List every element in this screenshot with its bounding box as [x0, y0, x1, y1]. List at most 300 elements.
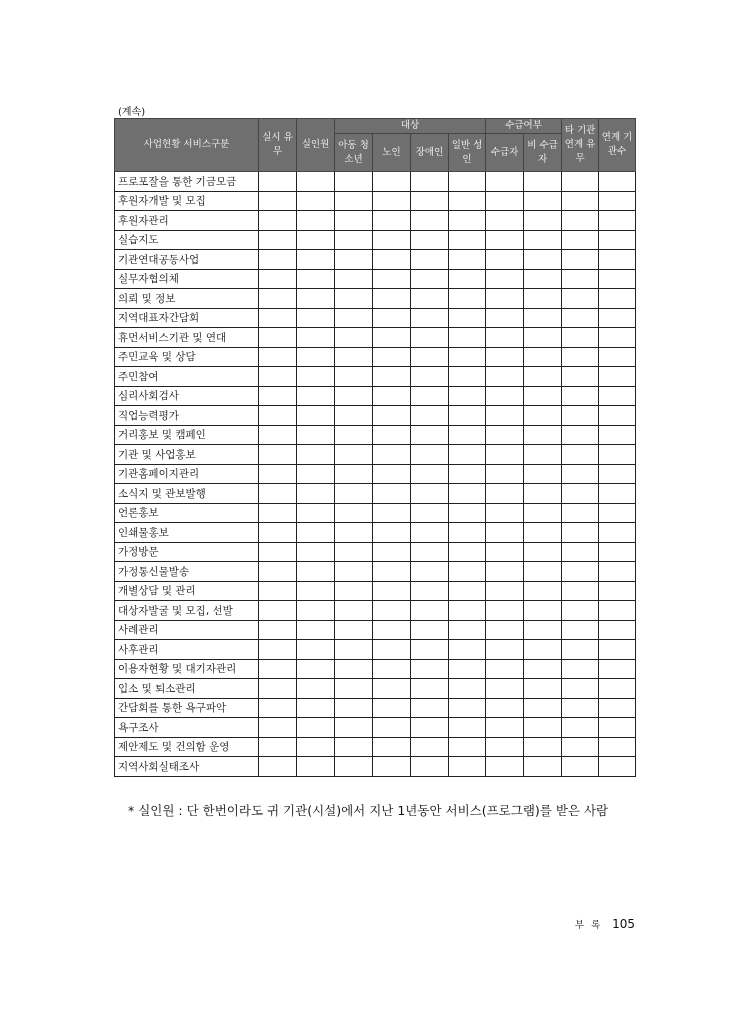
table-cell — [335, 269, 373, 289]
row-label: 인쇄물홍보 — [115, 523, 259, 543]
table-cell — [259, 172, 297, 192]
table-cell — [297, 172, 335, 192]
table-cell — [449, 464, 486, 484]
table-row — [115, 484, 636, 504]
table-cell — [297, 659, 335, 679]
table-cell — [335, 250, 373, 270]
table-cell — [411, 211, 449, 231]
table-cell — [562, 406, 599, 426]
table-cell — [259, 250, 297, 270]
table-cell — [562, 328, 599, 348]
table-cell — [373, 347, 411, 367]
table-cell — [411, 328, 449, 348]
table-cell — [411, 523, 449, 543]
table-cell — [411, 542, 449, 562]
table-cell — [599, 347, 636, 367]
table-cell — [335, 230, 373, 250]
table-cell — [297, 308, 335, 328]
header-benefit-recipient: 수급자 — [486, 134, 524, 172]
table-cell — [259, 620, 297, 640]
table-cell — [297, 503, 335, 523]
table-cell — [449, 269, 486, 289]
table-cell — [562, 269, 599, 289]
table-cell — [411, 386, 449, 406]
table-cell — [373, 523, 411, 543]
table-cell — [599, 211, 636, 231]
row-label: 휴먼서비스기관 및 연대 — [115, 328, 259, 348]
table-cell — [259, 191, 297, 211]
table-cell — [449, 659, 486, 679]
table-cell — [599, 191, 636, 211]
table-cell — [335, 406, 373, 426]
row-label: 입소 및 퇴소관리 — [115, 679, 259, 699]
table-cell — [259, 269, 297, 289]
table-cell — [335, 581, 373, 601]
table-cell — [259, 542, 297, 562]
table-cell — [335, 464, 373, 484]
table-cell — [259, 211, 297, 231]
table-cell — [297, 367, 335, 387]
header-other-link: 타 기관 연계 유무 — [562, 119, 599, 172]
table-cell — [297, 386, 335, 406]
table-cell — [335, 640, 373, 660]
table-row — [115, 308, 636, 328]
table-cell — [524, 367, 562, 387]
table-row — [115, 406, 636, 426]
table-cell — [411, 503, 449, 523]
table-cell — [411, 659, 449, 679]
table-cell — [373, 562, 411, 582]
table-cell — [259, 601, 297, 621]
table-cell — [373, 230, 411, 250]
table-cell — [486, 289, 524, 309]
table-cell — [486, 640, 524, 660]
table-cell — [486, 308, 524, 328]
table-cell — [411, 367, 449, 387]
table-row — [115, 386, 636, 406]
table-cell — [449, 406, 486, 426]
table-cell — [486, 620, 524, 640]
table-row — [115, 367, 636, 387]
row-label: 이용자현황 및 대기자관리 — [115, 659, 259, 679]
table-cell — [562, 347, 599, 367]
table-cell — [449, 172, 486, 192]
table-row — [115, 445, 636, 465]
table-row — [115, 679, 636, 699]
table-cell — [335, 523, 373, 543]
table-cell — [599, 289, 636, 309]
table-cell — [562, 679, 599, 699]
table-cell — [335, 211, 373, 231]
row-label: 기관연대공동사업 — [115, 250, 259, 270]
table-cell — [259, 328, 297, 348]
table-cell — [373, 503, 411, 523]
table-cell — [335, 425, 373, 445]
table-cell — [486, 484, 524, 504]
table-cell — [449, 230, 486, 250]
table-row — [115, 659, 636, 679]
table-cell — [411, 172, 449, 192]
table-cell — [411, 347, 449, 367]
footer-section-label: 부 록 — [574, 920, 603, 931]
table-cell — [411, 601, 449, 621]
row-label: 지역대표자간담회 — [115, 308, 259, 328]
table-row — [115, 328, 636, 348]
table-cell — [524, 757, 562, 777]
row-label: 기관 및 사업홍보 — [115, 445, 259, 465]
table-cell — [297, 406, 335, 426]
table-cell — [524, 484, 562, 504]
table-cell — [411, 308, 449, 328]
continued-label: (계속) — [118, 107, 146, 118]
table-cell — [562, 230, 599, 250]
table-cell — [562, 542, 599, 562]
table-cell — [599, 406, 636, 426]
table-cell — [335, 757, 373, 777]
table-cell — [486, 737, 524, 757]
table-cell — [562, 757, 599, 777]
table-row — [115, 464, 636, 484]
table-cell — [411, 562, 449, 582]
table-cell — [524, 640, 562, 660]
table-cell — [373, 601, 411, 621]
table-cell — [259, 289, 297, 309]
table-cell — [599, 367, 636, 387]
table-cell — [259, 523, 297, 543]
table-cell — [524, 425, 562, 445]
table-cell — [449, 367, 486, 387]
table-cell — [562, 386, 599, 406]
table-cell — [335, 289, 373, 309]
table-cell — [297, 601, 335, 621]
row-label: 후원자관리 — [115, 211, 259, 231]
table-cell — [486, 250, 524, 270]
table-cell — [335, 445, 373, 465]
table-cell — [297, 562, 335, 582]
table-cell — [297, 269, 335, 289]
table-cell — [486, 523, 524, 543]
table-cell — [411, 289, 449, 309]
table-cell — [449, 211, 486, 231]
table-cell — [599, 484, 636, 504]
table-cell — [599, 718, 636, 738]
table-cell — [599, 269, 636, 289]
table-cell — [297, 250, 335, 270]
table-row — [115, 698, 636, 718]
table-cell — [335, 386, 373, 406]
table-cell — [562, 698, 599, 718]
table-cell — [449, 640, 486, 660]
table-cell — [599, 328, 636, 348]
table-cell — [599, 640, 636, 660]
table-cell — [259, 659, 297, 679]
table-cell — [373, 211, 411, 231]
table-cell — [562, 464, 599, 484]
table-cell — [449, 601, 486, 621]
table-cell — [449, 308, 486, 328]
table-cell — [524, 347, 562, 367]
table-cell — [486, 503, 524, 523]
table-cell — [562, 367, 599, 387]
table-cell — [335, 503, 373, 523]
table-row — [115, 581, 636, 601]
table-cell — [486, 406, 524, 426]
table-cell — [335, 542, 373, 562]
page-footer — [575, 917, 635, 931]
table-cell — [297, 484, 335, 504]
table-cell — [486, 464, 524, 484]
table-cell — [259, 737, 297, 757]
table-row — [115, 503, 636, 523]
row-label: 간담회를 통한 욕구파악 — [115, 698, 259, 718]
table-cell — [297, 328, 335, 348]
table-cell — [524, 581, 562, 601]
table-cell — [297, 581, 335, 601]
table-cell — [486, 347, 524, 367]
row-label: 거리홍보 및 캠페인 — [115, 425, 259, 445]
table-cell — [373, 406, 411, 426]
table-cell — [373, 757, 411, 777]
table-row — [115, 425, 636, 445]
table-cell — [449, 250, 486, 270]
table-row — [115, 211, 636, 231]
table-cell — [259, 640, 297, 660]
table-cell — [524, 659, 562, 679]
table-cell — [449, 542, 486, 562]
table-cell — [259, 445, 297, 465]
table-cell — [449, 737, 486, 757]
table-cell — [486, 386, 524, 406]
table-cell — [599, 659, 636, 679]
table-cell — [259, 386, 297, 406]
table-cell — [259, 425, 297, 445]
table-cell — [599, 464, 636, 484]
table-cell — [373, 737, 411, 757]
table-cell — [449, 445, 486, 465]
table-cell — [562, 308, 599, 328]
table-cell — [411, 406, 449, 426]
row-label: 욕구조사 — [115, 718, 259, 738]
table-cell — [486, 659, 524, 679]
row-label: 프로포잘을 통한 기금모금 — [115, 172, 259, 192]
table-cell — [486, 679, 524, 699]
row-label: 주민참여 — [115, 367, 259, 387]
row-label: 후원자개발 및 모집 — [115, 191, 259, 211]
header-actual-persons: 실인원 — [297, 119, 335, 172]
table-cell — [524, 523, 562, 543]
table-cell — [562, 718, 599, 738]
table-cell — [335, 679, 373, 699]
table-cell — [486, 562, 524, 582]
table-cell — [335, 620, 373, 640]
table-cell — [486, 445, 524, 465]
header-target-elderly: 노인 — [373, 134, 411, 172]
table-cell — [373, 269, 411, 289]
table-cell — [411, 445, 449, 465]
table-cell — [562, 659, 599, 679]
table-cell — [562, 562, 599, 582]
table-cell — [524, 503, 562, 523]
table-cell — [259, 503, 297, 523]
table-cell — [335, 737, 373, 757]
table-cell — [524, 250, 562, 270]
table-cell — [562, 601, 599, 621]
table-cell — [562, 445, 599, 465]
table-cell — [524, 328, 562, 348]
row-label: 제안제도 및 건의함 운영 — [115, 737, 259, 757]
table-cell — [562, 737, 599, 757]
table-cell — [259, 581, 297, 601]
table-cell — [524, 737, 562, 757]
table-cell — [335, 698, 373, 718]
table-cell — [411, 484, 449, 504]
header-target-group: 대상 — [335, 119, 486, 134]
table-cell — [297, 757, 335, 777]
table-cell — [524, 445, 562, 465]
table-cell — [599, 581, 636, 601]
table-cell — [449, 698, 486, 718]
table-cell — [524, 601, 562, 621]
table-cell — [524, 718, 562, 738]
table-cell — [297, 191, 335, 211]
table-cell — [335, 367, 373, 387]
table-cell — [373, 620, 411, 640]
row-label: 대상자발굴 및 모집, 선발 — [115, 601, 259, 621]
table-row — [115, 523, 636, 543]
table-cell — [335, 172, 373, 192]
table-cell — [524, 172, 562, 192]
table-cell — [599, 620, 636, 640]
table-cell — [259, 484, 297, 504]
table-cell — [411, 191, 449, 211]
table-cell — [297, 425, 335, 445]
table-cell — [259, 718, 297, 738]
table-cell — [297, 230, 335, 250]
table-cell — [486, 601, 524, 621]
table-cell — [259, 757, 297, 777]
table-cell — [411, 230, 449, 250]
table-row — [115, 601, 636, 621]
table-row — [115, 230, 636, 250]
table-cell — [259, 230, 297, 250]
table-cell — [373, 367, 411, 387]
table-cell — [599, 445, 636, 465]
row-label: 실습지도 — [115, 230, 259, 250]
table-cell — [486, 230, 524, 250]
table-cell — [297, 718, 335, 738]
table-cell — [259, 562, 297, 582]
table-cell — [524, 308, 562, 328]
table-cell — [562, 191, 599, 211]
table-cell — [524, 386, 562, 406]
table-cell — [411, 737, 449, 757]
table-cell — [562, 211, 599, 231]
table-cell — [486, 425, 524, 445]
table-cell — [524, 191, 562, 211]
table-cell — [599, 425, 636, 445]
table-cell — [599, 679, 636, 699]
table-row — [115, 191, 636, 211]
table-cell — [297, 620, 335, 640]
table-cell — [259, 679, 297, 699]
table-cell — [259, 406, 297, 426]
table-cell — [486, 698, 524, 718]
table-cell — [524, 464, 562, 484]
table-cell — [373, 659, 411, 679]
table-cell — [411, 269, 449, 289]
table-cell — [373, 484, 411, 504]
table-cell — [562, 425, 599, 445]
row-label: 직업능력평가 — [115, 406, 259, 426]
table-cell — [373, 191, 411, 211]
row-label: 심리사회검사 — [115, 386, 259, 406]
table-row — [115, 737, 636, 757]
table-row — [115, 347, 636, 367]
table-cell — [562, 289, 599, 309]
table-row — [115, 640, 636, 660]
table-cell — [411, 250, 449, 270]
table-cell — [599, 503, 636, 523]
table-cell — [449, 679, 486, 699]
table-cell — [335, 718, 373, 738]
table-cell — [449, 289, 486, 309]
table-cell — [373, 172, 411, 192]
table-cell — [411, 698, 449, 718]
footnote: * 실인원 : 단 한번이라도 귀 기관(시설)에서 지난 1년동안 서비스(프로그램)를 받은 사람 — [128, 803, 609, 818]
row-label: 사례관리 — [115, 620, 259, 640]
table-cell — [524, 542, 562, 562]
row-label: 가정통신물발송 — [115, 562, 259, 582]
table-cell — [449, 523, 486, 543]
table-cell — [259, 464, 297, 484]
table-cell — [297, 737, 335, 757]
service-survey-table — [114, 118, 636, 777]
table-row — [115, 757, 636, 777]
table-cell — [486, 328, 524, 348]
table-cell — [335, 484, 373, 504]
table-cell — [599, 386, 636, 406]
header-benefit-group: 수급여부 — [486, 119, 562, 134]
table-cell — [373, 445, 411, 465]
table-cell — [335, 562, 373, 582]
table-cell — [599, 172, 636, 192]
row-label: 언론홍보 — [115, 503, 259, 523]
table-cell — [449, 328, 486, 348]
header-target-adult: 일반 성인 — [449, 134, 486, 172]
table-cell — [562, 620, 599, 640]
table-cell — [486, 191, 524, 211]
table-cell — [599, 601, 636, 621]
table-cell — [599, 230, 636, 250]
table-cell — [486, 211, 524, 231]
table-row — [115, 250, 636, 270]
table-row — [115, 269, 636, 289]
page-number: 105 — [612, 917, 635, 931]
table-cell — [297, 347, 335, 367]
table-cell — [335, 328, 373, 348]
table-cell — [411, 640, 449, 660]
table-cell — [411, 679, 449, 699]
table-cell — [562, 250, 599, 270]
table-cell — [449, 757, 486, 777]
table-cell — [562, 484, 599, 504]
row-label: 개별상담 및 관리 — [115, 581, 259, 601]
table-cell — [449, 581, 486, 601]
table-cell — [411, 620, 449, 640]
table-cell — [373, 308, 411, 328]
table-cell — [524, 289, 562, 309]
table-cell — [259, 347, 297, 367]
